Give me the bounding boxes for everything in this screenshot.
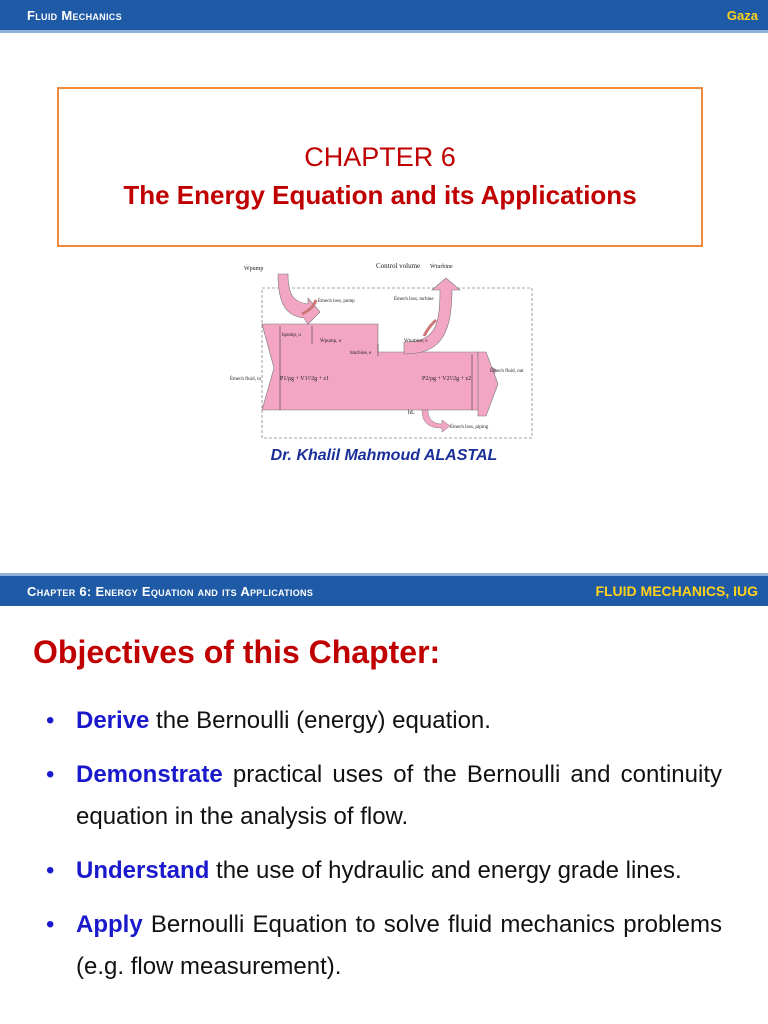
objective-keyword: Understand — [76, 857, 210, 884]
outlet-arrow — [478, 352, 498, 416]
objective-text: practical uses of the Bernoulli and continuity equation in the analysis of flow. — [76, 761, 722, 830]
label-h-pump: hpump, u — [282, 333, 301, 338]
label-e-loss-piping: Ėmech loss, piping — [450, 425, 489, 430]
label-e-in: Ėmech fluid, in — [230, 377, 261, 382]
slide1-header-bar — [0, 0, 768, 30]
label-hl: hL — [408, 410, 415, 416]
slide2-header-title: Chapter 6: Energy Equation and its Applications — [27, 583, 314, 599]
bullet-icon: • — [46, 857, 55, 884]
label-w-turbine: Ẇturbine — [430, 264, 453, 270]
objective-item — [46, 700, 722, 742]
label-w-turbine-e: Ẇturbine, e — [404, 339, 428, 344]
objectives-heading: Objectives of this Chapter: — [33, 634, 441, 670]
label-w-pump: Ẇpump — [244, 266, 264, 272]
bullet-icon: • — [46, 707, 55, 734]
objective-item — [46, 850, 722, 892]
label-e-out: Ėmech fluid, out — [490, 369, 524, 374]
label-w-pump-u: Ẇpump, u — [320, 339, 342, 344]
bullet-icon: • — [46, 761, 55, 788]
label-eq-out: P2/ρg + V2²/2g + z2 — [422, 376, 472, 382]
label-control-volume: Control volume — [376, 262, 421, 270]
objective-keyword: Demonstrate — [76, 761, 223, 788]
label-e-loss-pump: Ėmech loss, pump — [318, 299, 355, 304]
objective-keyword: Derive — [76, 707, 150, 734]
objective-item — [46, 904, 722, 988]
label-e-loss-turbine: Ėmech loss, turbine — [394, 297, 434, 302]
pump-arrow — [278, 274, 320, 324]
slide2-header-right: FLUID MECHANICS, IUG — [595, 583, 758, 599]
slide2-header-bar — [0, 576, 768, 606]
slide1-header-underline — [0, 30, 768, 33]
slide1-header-right: Gaza — [726, 7, 758, 23]
label-h-turbine: hturbine, e — [350, 351, 372, 356]
piping-loss-arrow — [422, 410, 450, 432]
objectives-list — [46, 700, 722, 1000]
title-box — [57, 87, 703, 247]
objective-item — [46, 754, 722, 838]
label-eq-in: P1/ρg + V1²/2g + z1 — [280, 376, 330, 382]
objective-text: the use of hydraulic and energy grade lines. — [209, 857, 682, 884]
objective-keyword: Apply — [76, 911, 143, 938]
chapter-label: CHAPTER 6 — [304, 142, 456, 172]
slide1-header-title: Fluid Mechanics — [27, 7, 122, 23]
objective-text: Bernoulli Equation to solve fluid mechanics problems (e.g. flow measurement). — [76, 911, 722, 980]
author-name: Dr. Khalil Mahmoud ALASTAL — [270, 447, 498, 464]
bullet-icon: • — [46, 911, 55, 938]
objective-text: the Bernoulli (energy) equation. — [149, 707, 491, 734]
chapter-subtitle: The Energy Equation and its Applications — [123, 180, 637, 210]
energy-flow-diagram — [228, 256, 540, 440]
